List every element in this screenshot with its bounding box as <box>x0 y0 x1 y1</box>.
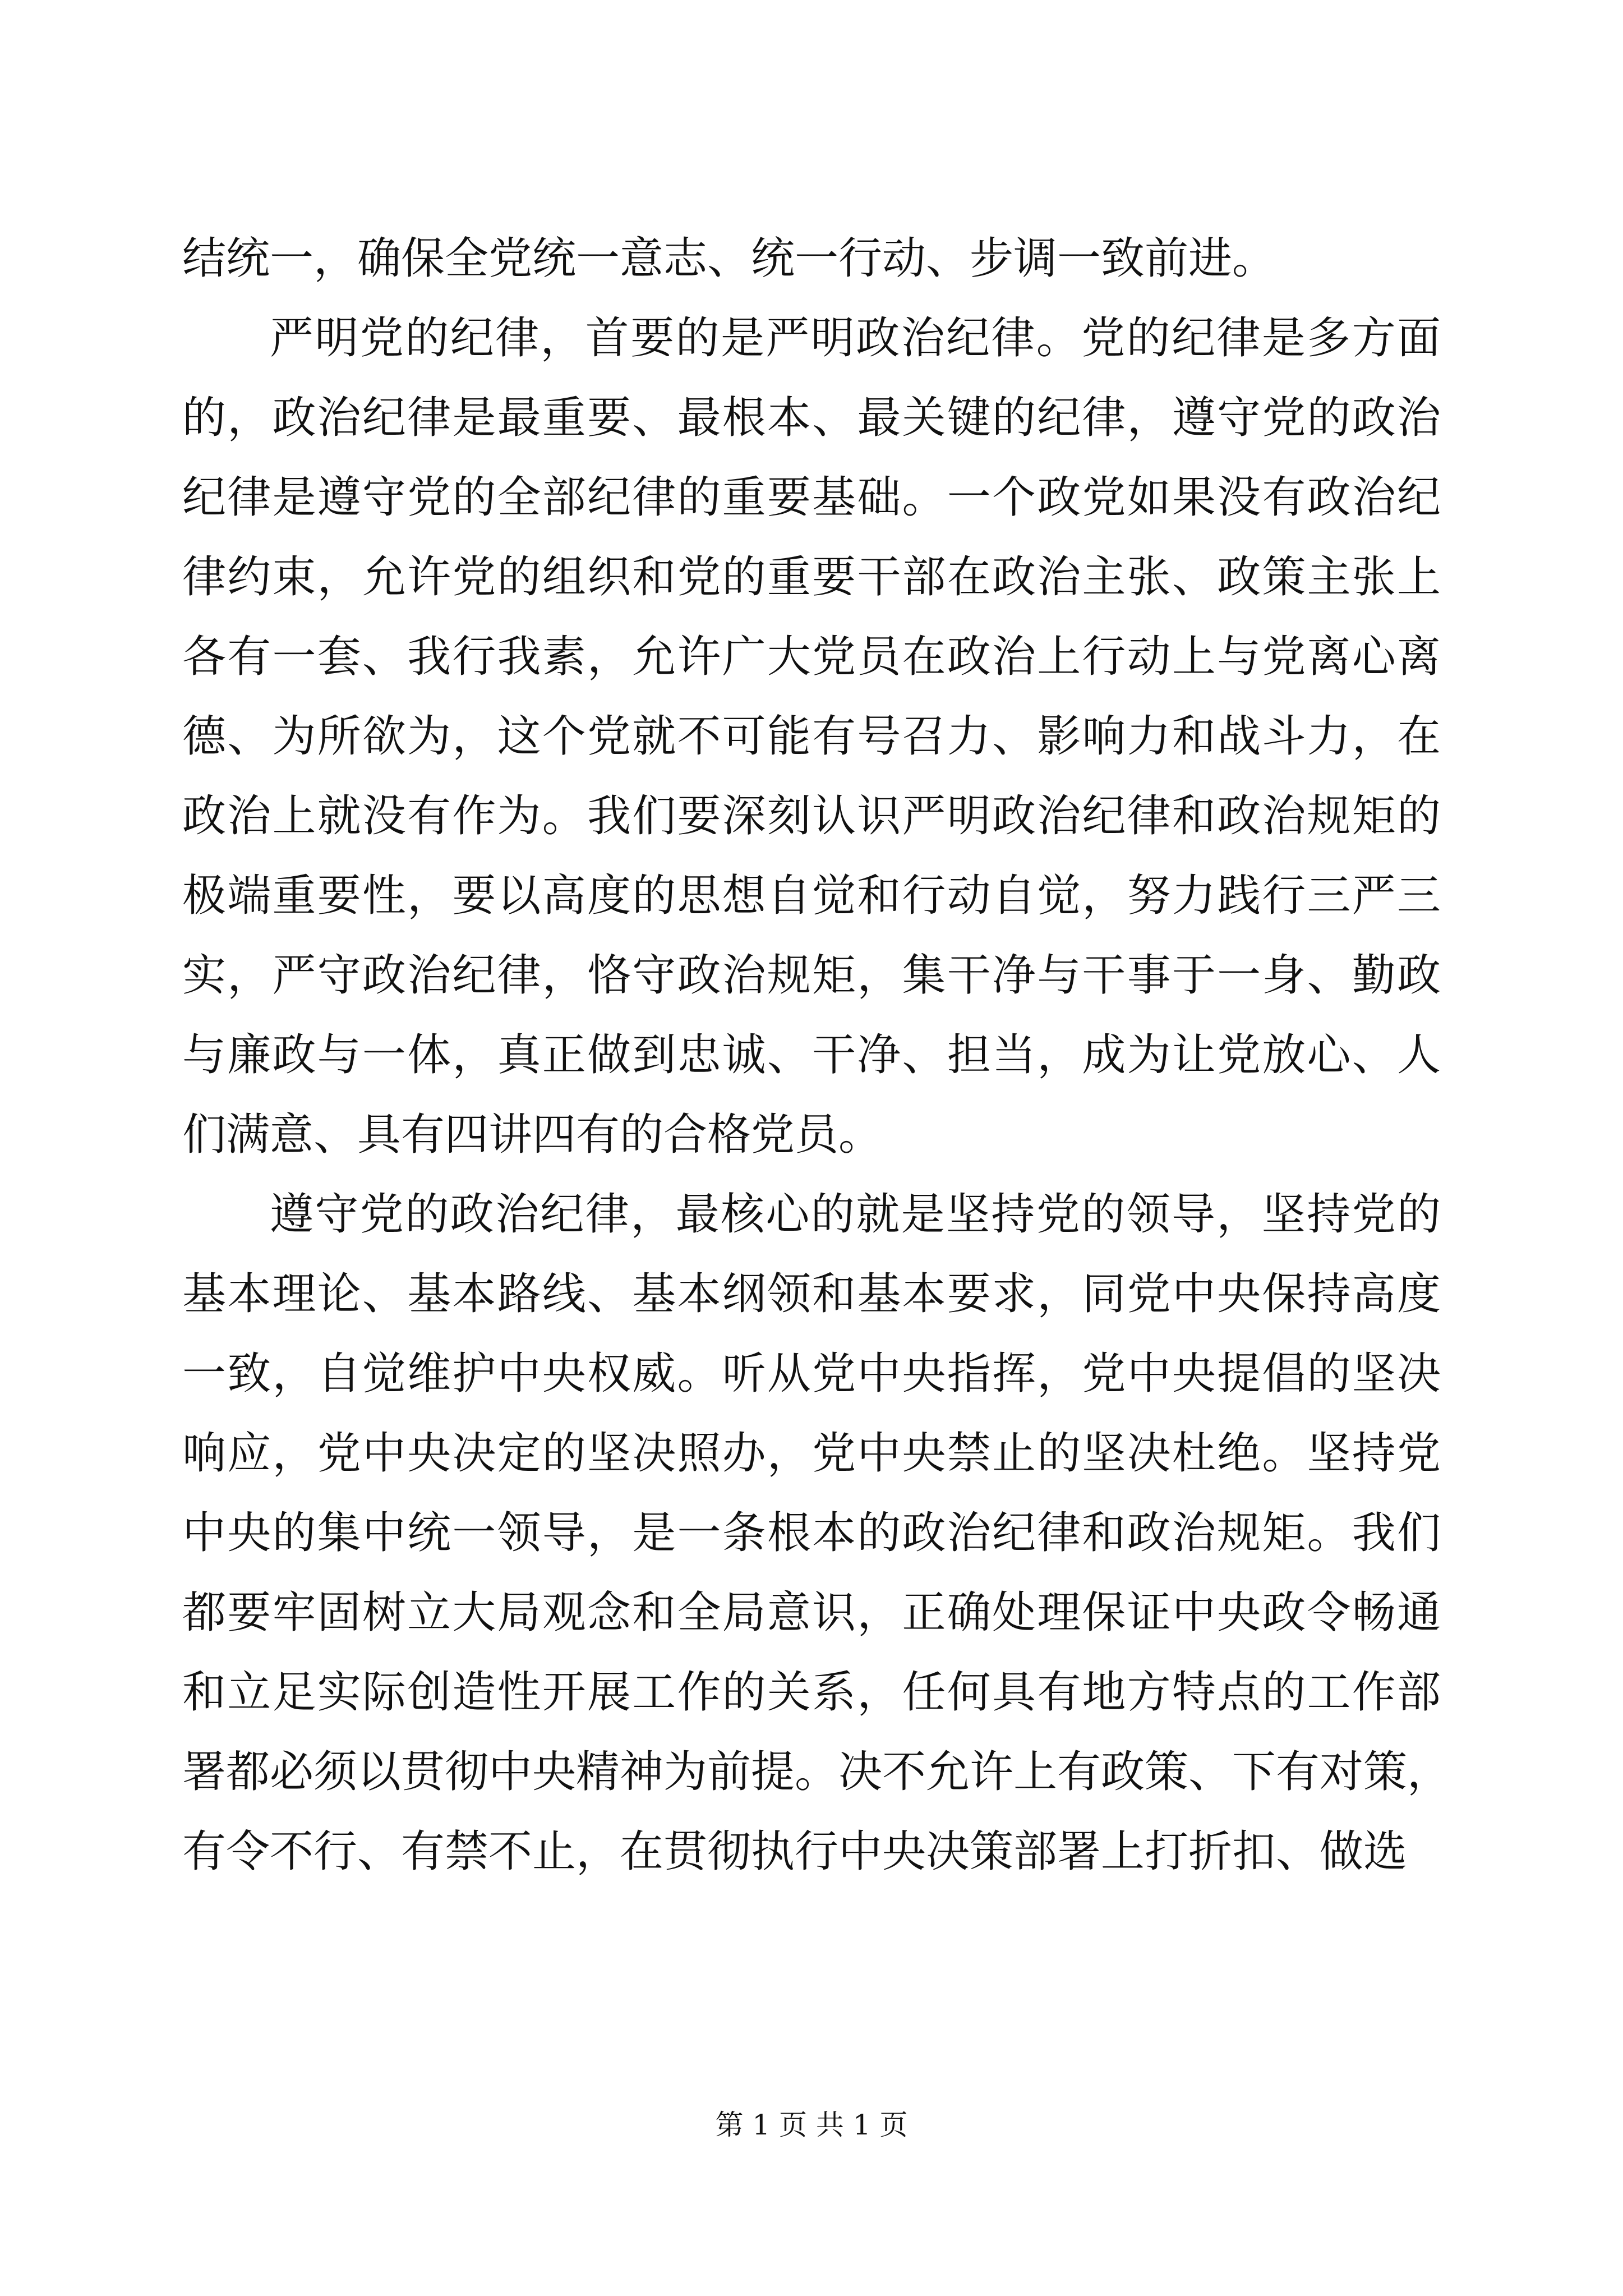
text-line: 们满意、具有四讲四有的合格党员。 <box>182 1110 883 1160</box>
text-line: 都要牢固树立大局观念和全局意识，正确处理保证中央政令畅通 <box>182 1588 1441 1638</box>
text-line: 署都必须以贯彻中央精神为前提。决不允许上有政策、下有对策， <box>182 1747 1451 1797</box>
text-line: 一致，自觉维护中央权威。听从党中央指挥，党中央提倡的坚决 <box>182 1349 1441 1399</box>
document-body <box>182 219 1451 1892</box>
text-line: 极端重要性，要以高度的思想自觉和行动自觉，努力践行三严三 <box>182 871 1441 921</box>
text-line: 与廉政与一体，真正做到忠诚、干净、担当，成为让党放心、人 <box>182 1030 1441 1080</box>
text-line: 基本理论、基本路线、基本纲领和基本要求，同党中央保持高度 <box>182 1269 1441 1319</box>
text-line: 响应，党中央决定的坚决照办，党中央禁止的坚决杜绝。坚持党 <box>182 1428 1441 1479</box>
text-line: 和立足实际创造性开展工作的关系，任何具有地方特点的工作部 <box>182 1667 1441 1718</box>
text-line: 遵守党的政治纪律，最核心的就是坚持党的领导，坚持党的 <box>270 1189 1441 1240</box>
text-line: 实，严守政治纪律，恪守政治规矩，集干净与干事于一身、勤政 <box>182 950 1441 1001</box>
paragraph-p1 <box>182 219 1441 298</box>
text-line: 纪律是遵守党的全部纪律的重要基础。一个政党如果没有政治纪 <box>182 472 1441 523</box>
text-line: 各有一套、我行我素，允许广大党员在政治上行动上与党离心离 <box>182 632 1441 682</box>
text-line: 律约束，允许党的组织和党的重要干部在政治主张、政策主张上 <box>182 552 1441 602</box>
text-line: 政治上就没有作为。我们要深刻认识严明政治纪律和政治规矩的 <box>182 791 1441 841</box>
text-line: 有令不行、有禁不止，在贯彻执行中央决策部署上打折扣、做选 <box>182 1826 1408 1877</box>
paragraph-p3 <box>182 1175 1451 1892</box>
text-line: 的，政治纪律是最重要、最根本、最关键的纪律，遵守党的政治 <box>182 393 1441 443</box>
page-footer: 第 1 页 共 1 页 <box>715 2109 908 2141</box>
text-line: 中央的集中统一领导，是一条根本的政治纪律和政治规矩。我们 <box>182 1508 1441 1558</box>
paragraph-p2 <box>182 298 1441 1175</box>
text-line: 严明党的纪律，首要的是严明政治纪律。党的纪律是多方面 <box>270 313 1441 364</box>
text-line: 德、为所欲为，这个党就不可能有号召力、影响力和战斗力，在 <box>182 711 1441 762</box>
text-line: 结统一，确保全党统一意志、统一行动、步调一致前进。 <box>182 233 1276 284</box>
